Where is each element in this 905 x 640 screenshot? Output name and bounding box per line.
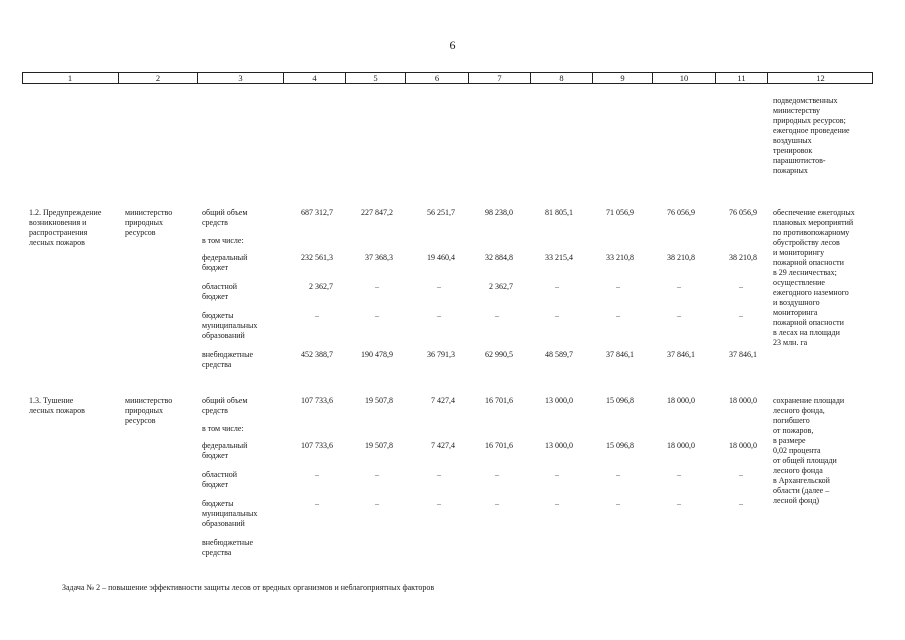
empty-value: –	[495, 499, 499, 508]
funding-source-label: бюджеты муниципальных образований	[202, 499, 258, 528]
funding-value: 16 701,6	[485, 396, 513, 405]
row-executor: министерство природных ресурсов	[125, 396, 173, 425]
table-header	[22, 72, 873, 84]
empty-value: –	[315, 311, 319, 320]
funding-source-label: внебюджетные средства	[202, 538, 253, 557]
funding-value: 452 388,7	[301, 350, 333, 359]
row-executor: министерство природных ресурсов	[125, 208, 173, 237]
empty-value: –	[555, 282, 559, 291]
empty-value: –	[495, 470, 499, 479]
funding-value: 32 884,8	[485, 253, 513, 262]
empty-value: –	[616, 470, 620, 479]
header-col-2: 2	[118, 73, 197, 83]
funding-value: 18 000,0	[667, 441, 695, 450]
funding-value: 33 210,8	[606, 253, 634, 262]
funding-value: 37 368,3	[365, 253, 393, 262]
funding-source-label: федеральный бюджет	[202, 253, 248, 272]
empty-value: –	[555, 470, 559, 479]
funding-value: 81 805,1	[545, 208, 573, 217]
funding-value: 15 096,8	[606, 396, 634, 405]
funding-source-label: внебюджетные средства	[202, 350, 253, 369]
row-result: обеспечение ежегодных плановых мероприятий по противопожарному обустройству лесов и мониторингу пожарной опасности в 29 лесничествах; осуществление ежегодного наземного и воздушного мониторинга пожарной опасности в лесах на площади 23 млн. га	[773, 208, 855, 347]
funding-value: 2 362,7	[309, 282, 333, 291]
empty-value: –	[555, 499, 559, 508]
funding-value: 232 561,3	[301, 253, 333, 262]
funding-value: 19 460,4	[427, 253, 455, 262]
funding-value: 18 000,0	[729, 396, 757, 405]
empty-value: –	[739, 282, 743, 291]
header-col-6: 6	[405, 73, 468, 83]
empty-value: –	[677, 311, 681, 320]
funding-value: 48 589,7	[545, 350, 573, 359]
empty-value: –	[315, 470, 319, 479]
funding-value: 19 507,8	[365, 396, 393, 405]
funding-value: 71 056,9	[606, 208, 634, 217]
funding-value: 2 362,7	[489, 282, 513, 291]
funding-value: 687 312,7	[301, 208, 333, 217]
funding-value: 38 210,8	[667, 253, 695, 262]
empty-value: –	[739, 470, 743, 479]
page-number: 6	[449, 38, 456, 52]
funding-value: 7 427,4	[431, 396, 455, 405]
funding-value: 16 701,6	[485, 441, 513, 450]
header-col-3: 3	[197, 73, 283, 83]
funding-value: 15 096,8	[606, 441, 634, 450]
funding-value: 18 000,0	[667, 396, 695, 405]
empty-value: –	[375, 470, 379, 479]
funding-value: 13 000,0	[545, 441, 573, 450]
funding-value: 98 238,0	[485, 208, 513, 217]
header-col-12: 12	[767, 73, 873, 83]
empty-value: –	[739, 311, 743, 320]
task-caption: Задача № 2 – повышение эффективности защиты лесов от вредных организмов и неблагоприятных факторов	[62, 583, 435, 592]
funding-source-label: федеральный бюджет	[202, 441, 248, 460]
funding-value: 7 427,4	[431, 441, 455, 450]
empty-value: –	[677, 470, 681, 479]
empty-value: –	[616, 282, 620, 291]
row-title: 1.2. Предупреждение возникновения и распространения лесных пожаров	[29, 208, 102, 247]
funding-value: 107 733,6	[301, 441, 333, 450]
header-col-5: 5	[345, 73, 405, 83]
header-col-4: 4	[283, 73, 345, 83]
funding-value: 76 056,9	[729, 208, 757, 217]
funding-source-label: в том числе:	[202, 236, 244, 245]
empty-value: –	[677, 282, 681, 291]
carryover-note: подведомственных министерству природных ресурсов; ежегодное проведение воздушных тренировок парашютистов- пожарных	[773, 96, 850, 175]
funding-source-label: бюджеты муниципальных образований	[202, 311, 258, 340]
funding-value: 37 846,1	[729, 350, 757, 359]
funding-value: 62 990,5	[485, 350, 513, 359]
funding-value: 37 846,1	[667, 350, 695, 359]
funding-value: 13 000,0	[545, 396, 573, 405]
header-col-9: 9	[592, 73, 652, 83]
funding-source-label: в том числе:	[202, 424, 244, 433]
funding-value: 33 215,4	[545, 253, 573, 262]
header-col-1: 1	[67, 73, 73, 83]
empty-value: –	[616, 311, 620, 320]
row-title: 1.3. Тушение лесных пожаров	[29, 396, 85, 415]
empty-value: –	[437, 282, 441, 291]
funding-value: 190 478,9	[361, 350, 393, 359]
empty-value: –	[739, 499, 743, 508]
funding-source-label: областной бюджет	[202, 470, 238, 489]
funding-value: 37 846,1	[606, 350, 634, 359]
empty-value: –	[616, 499, 620, 508]
empty-value: –	[555, 311, 559, 320]
funding-source-label: общий объем средств	[202, 208, 248, 227]
header-col-10: 10	[652, 73, 715, 83]
funding-source-label: областной бюджет	[202, 282, 238, 301]
funding-value: 76 056,9	[667, 208, 695, 217]
funding-value: 36 791,3	[427, 350, 455, 359]
empty-value: –	[437, 311, 441, 320]
funding-source-label: общий объем средств	[202, 396, 248, 415]
empty-value: –	[375, 499, 379, 508]
empty-value: –	[375, 311, 379, 320]
empty-value: –	[437, 470, 441, 479]
header-col-7: 7	[468, 73, 530, 83]
funding-value: 107 733,6	[301, 396, 333, 405]
funding-value: 227 847,2	[361, 208, 393, 217]
empty-value: –	[437, 499, 441, 508]
funding-value: 56 251,7	[427, 208, 455, 217]
header-col-11: 11	[715, 73, 767, 83]
funding-value: 19 507,8	[365, 441, 393, 450]
header-col-8: 8	[530, 73, 592, 83]
funding-value: 38 210,8	[729, 253, 757, 262]
empty-value: –	[495, 311, 499, 320]
row-result: сохранение площади лесного фонда, погибшего от пожаров, в размере 0,02 процента от общей площади лесного фонда в Архангельской области (далее – лесной фонд)	[773, 396, 845, 505]
empty-value: –	[315, 499, 319, 508]
empty-value: –	[677, 499, 681, 508]
empty-value: –	[375, 282, 379, 291]
funding-value: 18 000,0	[729, 441, 757, 450]
